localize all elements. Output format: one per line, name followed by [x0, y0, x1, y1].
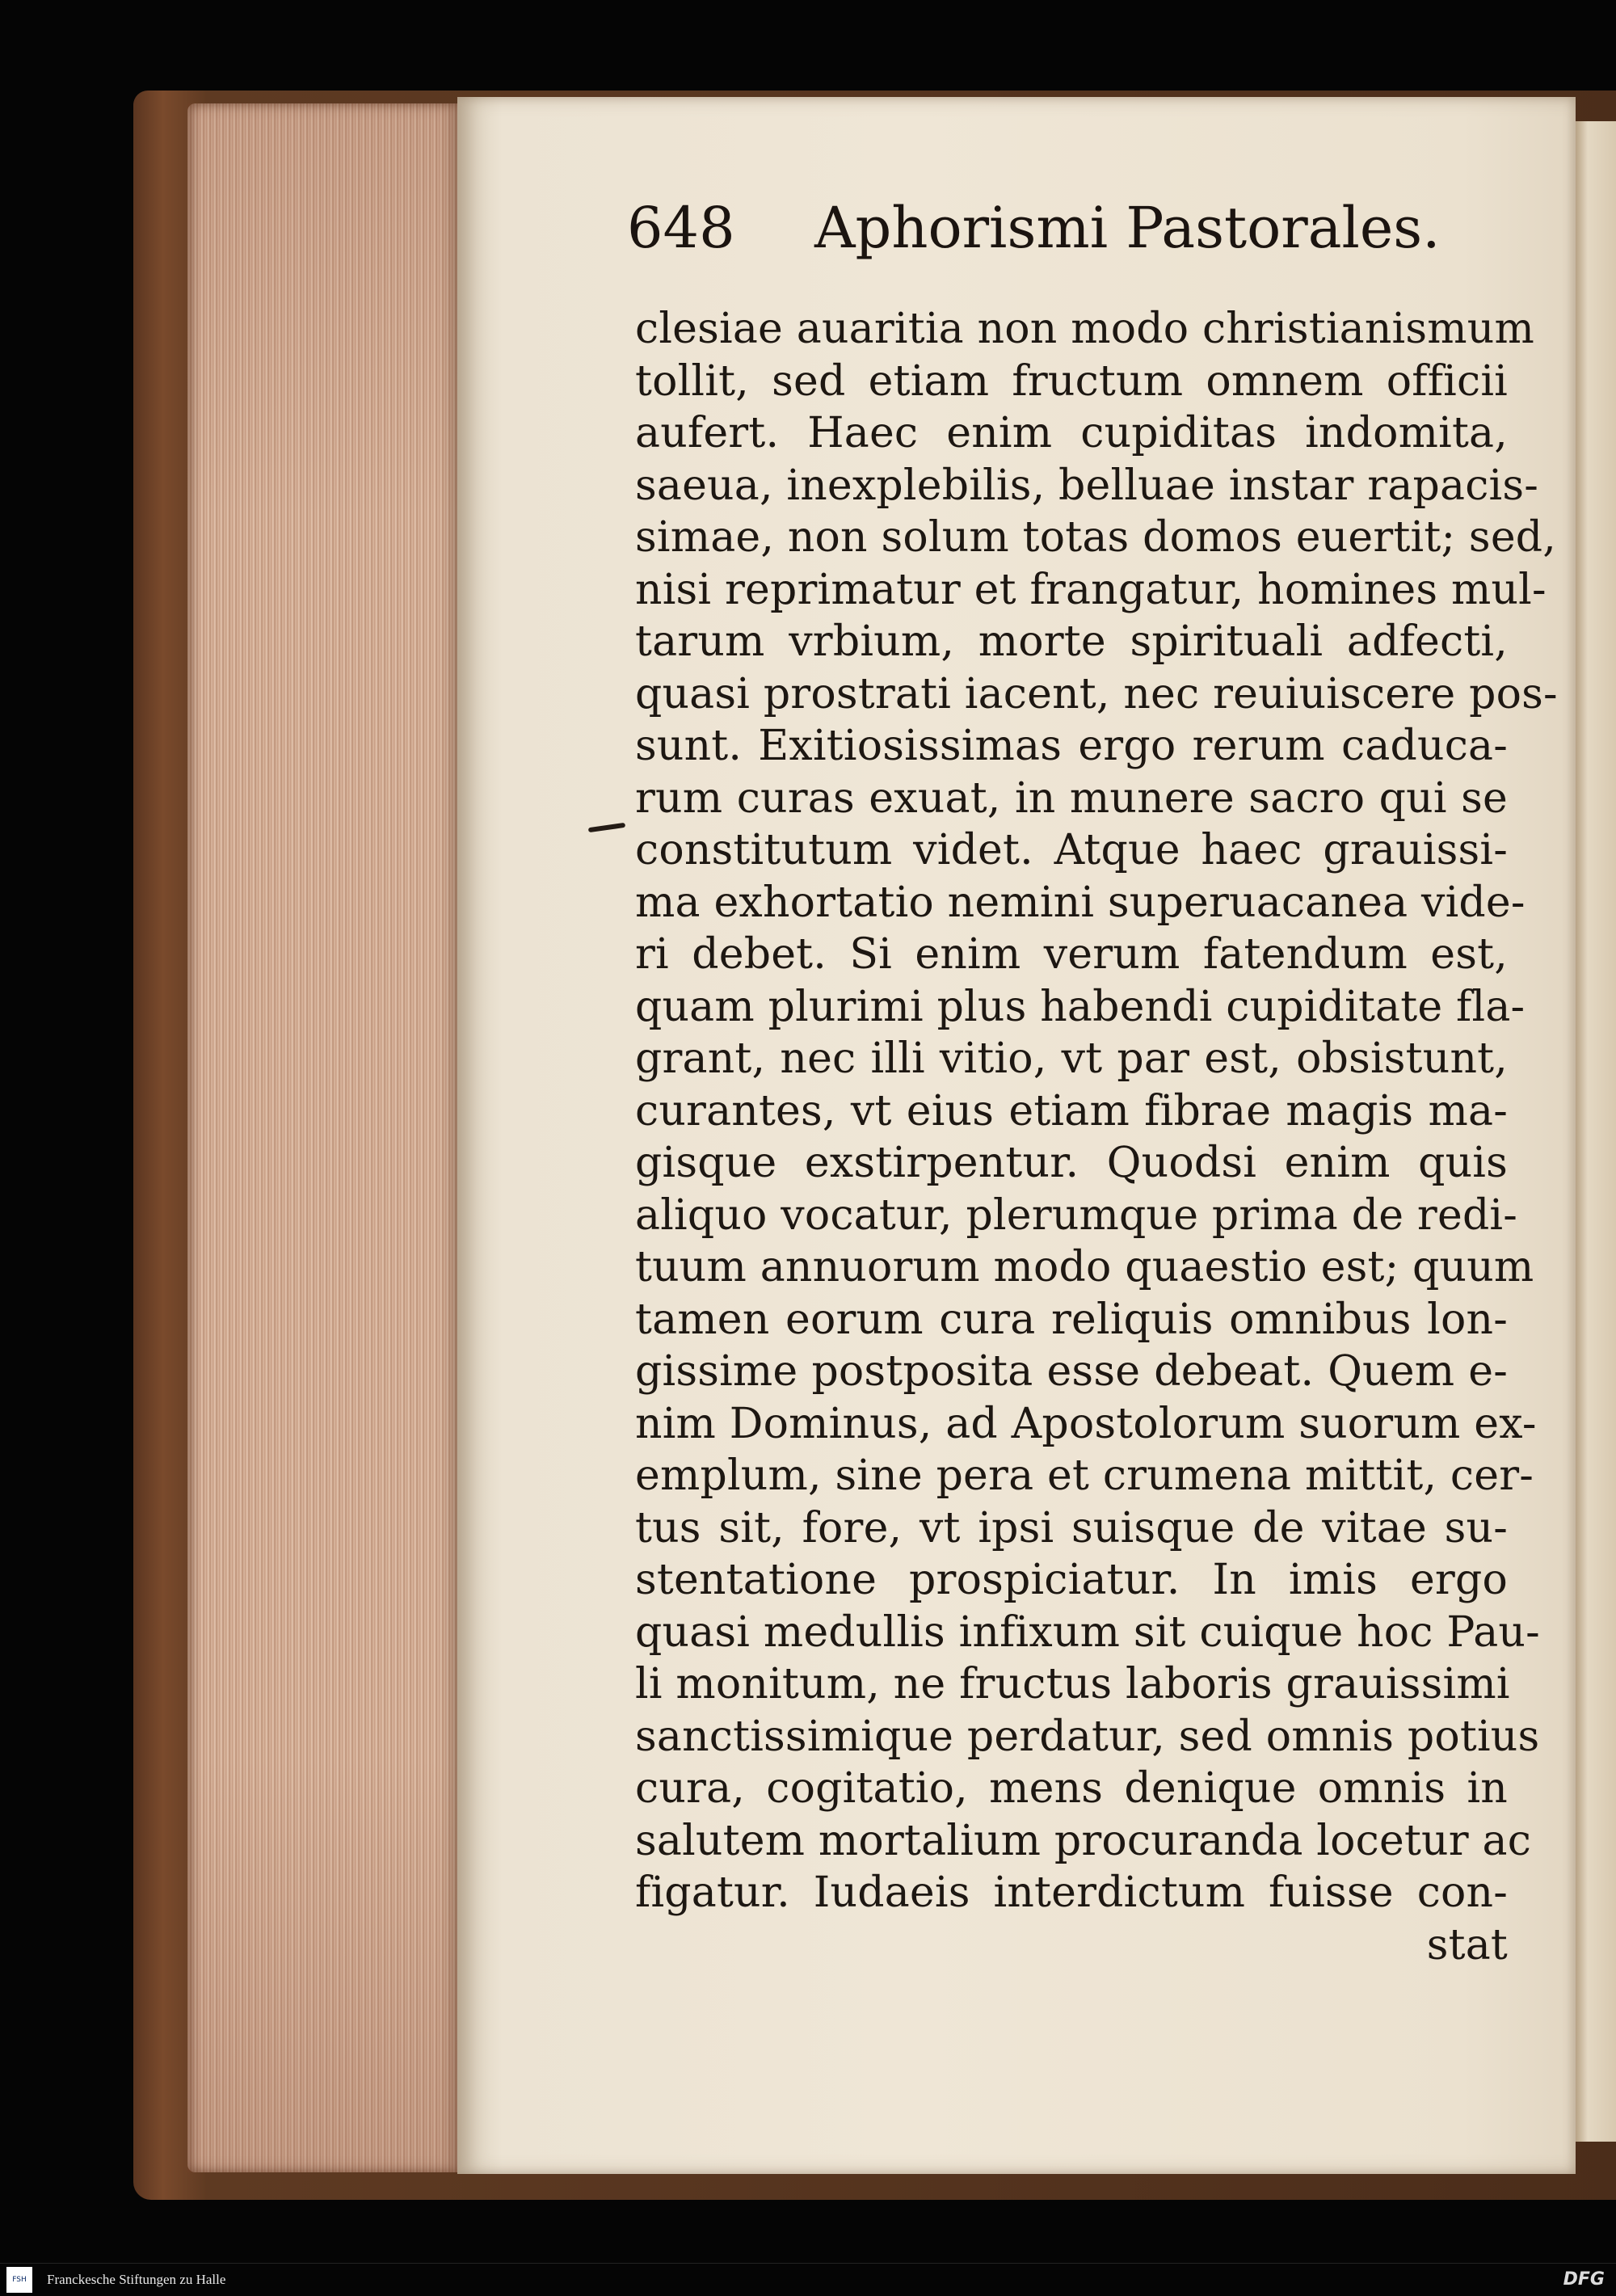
institution-name[interactable]: Franckesche Stiftungen zu Halle [47, 2272, 226, 2287]
text-line: constitutum videt. Atque haec grauissi- [635, 826, 1508, 874]
text-line: stentatione prospiciatur. In imis ergo [635, 1556, 1508, 1604]
text-line: figatur. Iudaeis interdictum fuisse con- [635, 1868, 1508, 1917]
text-line: tamen eorum cura reliquis omnibus lon- [635, 1295, 1508, 1344]
institution-logo-icon: FSH [6, 2267, 32, 2293]
text-line: li monitum, ne fructus laboris grauissimi [635, 1660, 1510, 1708]
text-line: curantes, vt eius etiam fibrae magis ma- [635, 1086, 1508, 1135]
text-line: quasi medullis infixum sit cuique hoc Pau- [635, 1607, 1540, 1657]
text-line: gisque exstirpentur. Quodsi enim quis [635, 1139, 1508, 1187]
page-edges [187, 103, 462, 2172]
text-line: aliquo vocatur, plerumque prima de redi- [635, 1190, 1518, 1240]
text-line: ri debet. Si enim verum fatendum est, [635, 930, 1508, 979]
text-line: gissime postposita esse debeat. Quem e- [635, 1347, 1508, 1396]
text-line: nim Dominus, ad Apostolorum suorum ex- [635, 1399, 1537, 1448]
text-line: ma exhortatio nemini superuacanea vide- [635, 878, 1526, 927]
running-title: Aphorismi Pastorales. [814, 195, 1441, 261]
body-text [635, 303, 1558, 1971]
text-line: tarum vrbium, morte spirituali adfecti, [635, 617, 1508, 666]
text-line: grant, nec illi vitio, vt par est, obsistunt, [635, 1034, 1508, 1083]
text-line: salutem mortalium procuranda locetur ac [635, 1816, 1532, 1865]
text-line: quam plurimi plus habendi cupiditate fla- [635, 982, 1526, 1031]
dfg-logo[interactable]: DFG [1563, 2269, 1605, 2290]
catchword: stat [1426, 1920, 1508, 1970]
viewer-footer [0, 2263, 1616, 2296]
text-line: nisi reprimatur et frangatur, homines mul- [635, 565, 1547, 614]
page-header [627, 187, 1516, 276]
text-line: tuum annuorum modo quaestio est; quum [635, 1243, 1534, 1291]
text-line: emplum, sine pera et crumena mittit, cer- [635, 1451, 1534, 1500]
text-line: tollit, sed etiam fructum omnem officii [635, 356, 1508, 406]
text-line: simae, non solum totas domos euertit; sed, [635, 513, 1557, 562]
text-line: saeua, inexplebilis, belluae instar rapacis- [635, 461, 1539, 510]
text-line: cura, cogitatio, mens denique omnis in [635, 1764, 1508, 1813]
text-line: sunt. Exitiosissimas ergo rerum caduca- [635, 722, 1508, 770]
facing-page-edge [1576, 121, 1616, 2142]
text-line: rum curas exuat, in munere sacro qui se [635, 773, 1508, 823]
text-line: aufert. Haec enim cupiditas indomita, [635, 409, 1508, 457]
text-line: tus sit, fore, vt ipsi suisque de vitae su- [635, 1503, 1508, 1552]
text-line: sanctissimique perdatur, sed omnis potius [635, 1712, 1540, 1761]
text-line: clesiae auaritia non modo christianismum [635, 305, 1534, 353]
text-line: quasi prostrati iacent, nec reuiuiscere pos- [635, 669, 1558, 718]
page-number: 648 [627, 195, 735, 261]
